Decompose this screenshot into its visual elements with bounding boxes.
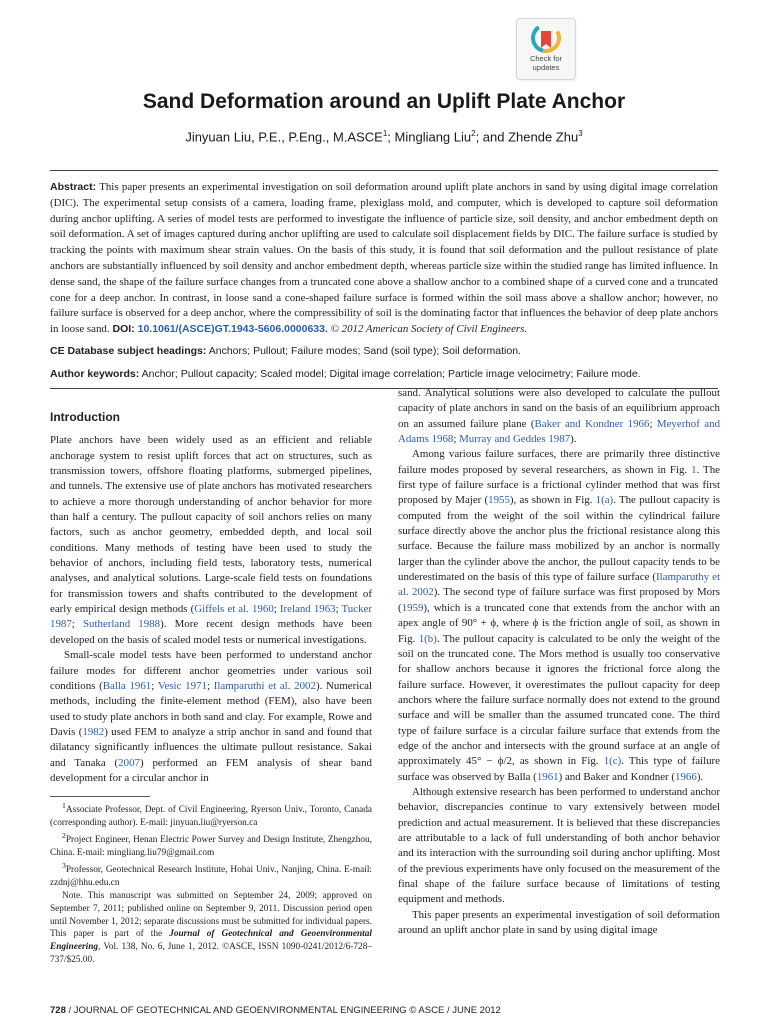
author-keywords: Author keywords: Anchor; Pullout capacity; Scaled model; Digital image correlation; Particle image velocimetry; Failure mode. (50, 368, 641, 380)
citation-link[interactable]: 1(a) (595, 494, 614, 507)
paragraph (398, 785, 720, 908)
body-text: ). (696, 770, 704, 783)
body-text: ). More recent design methods have been developed on the basis of scaled model tests or numerical investigations. (50, 618, 372, 646)
citation-link[interactable]: Giffels et al. 1960 (194, 603, 274, 616)
body-text: ; (206, 679, 214, 692)
footnote-rule (50, 796, 150, 797)
check-for-updates-icon (531, 23, 561, 55)
citation-link[interactable]: Ireland 1963 (279, 603, 336, 616)
body-text: ; (649, 417, 657, 430)
citation-link[interactable]: Vesic 1971 (157, 679, 207, 692)
running-footer: 728 / JOURNAL OF GEOTECHNICAL AND GEOENVIRONMENTAL ENGINEERING © ASCE / JUNE 2012 (50, 1005, 501, 1016)
body-text: Small-scale model tests have been performed to understand anchor failure modes for different anchor geometries under various soil conditions ( (50, 649, 372, 692)
body-text: ; (71, 618, 83, 631)
citation-link[interactable]: Sutherland 1988 (82, 618, 161, 631)
citation-link[interactable]: 2007 (118, 756, 140, 769)
badge-label: Check for updates (529, 54, 563, 72)
body-text: ) used FEM to analyze a strip anchor in sand and found that dilatancy significantly influences the ultimate pullout resistance. Sakai and Tanaka ( (50, 725, 372, 769)
check-for-updates-badge[interactable] (516, 18, 576, 80)
section-heading-introduction: Introduction (50, 410, 120, 424)
citation-link[interactable]: 1966 (675, 770, 697, 783)
paragraph (398, 908, 720, 939)
paragraph (398, 386, 720, 447)
author-line: Jinyuan Liu, P.E., P.Eng., M.ASCE$^1$; Mingliang Liu$^2$; and Zhende Zhu$^3$ (185, 129, 583, 145)
body-text: ; (151, 679, 158, 692)
citation-link[interactable]: 1959 (401, 601, 424, 614)
footnote: $^2$Project Engineer, Henan Electric Power Survey and Design Institute, Zhengzhou, China. E-mail: mingliang.liu79@gmail.com (50, 830, 372, 858)
footnote: $^1$Associate Professor, Dept. of Civil Engineering, Ryerson Univ., Toronto, Canada (corresponding author). E-mail: jinyuan.liu@ryerson.ca (50, 801, 372, 828)
body-text: Among various failure surfaces, there are primarily three distinctive failure modes proposed by several researchers, as shown in Fig. (398, 448, 720, 476)
body-text: . The first type of failure surface is a frictional cylinder method that was first proposed by Majer ( (398, 463, 720, 507)
body-text: . The pullout capacity is calculated to be only the weight of the soil on the truncated cone. The Mors method is usually too conservative for shallow anchors because it ignores the frictional force along the failure surface. However, it overestimates the pullout capacity for deep anchors where the failure surface normally does not extend to the ground surface and will be smaller than the assumed truncated cone. The third type of failure surface is a circular failure surface that extends from the edge of the anchor and intersects with the ground surface at an angle of approximately 45° − ϕ/2, as shown in Fig. (398, 632, 720, 768)
citation-link[interactable]: 1955 (488, 494, 510, 507)
citation-link[interactable]: 1961 (536, 770, 559, 783)
body-text: ; (453, 433, 460, 446)
body-text: This paper presents an experimental investigation of soil deformation around an uplift anchor plate in sand by using digital image (398, 908, 720, 937)
citation-link[interactable]: Ilamparuthi et al. 2002 (213, 679, 316, 692)
right-column (398, 386, 720, 938)
body-text: ; (335, 603, 342, 616)
body-text: sand. Analytical solutions were also developed to calculate the pullout capacity of plate anchors in sand on the basis of an equilibrium approach on an assumed failure plane ( (398, 387, 720, 430)
body-text: Although extensive research has been performed to understand anchor behavior, discrepancies continue to vary extensively between model prediction and actual measurement. It is believed that these discrepancies are attributable to a lack of full understanding of both anchor behavior and its interaction with the surrounding soil during anchor uplifting. Most of the previous experiments have only focused on the measurement of the final shape of the failure surface because of limitations of testing equipment and methods. (398, 785, 720, 906)
citation-link[interactable]: Balla 1961 (102, 679, 152, 692)
paper-title: Sand Deformation around an Uplift Plate Anchor (142, 90, 626, 113)
left-column (50, 410, 372, 786)
footnote: $^3$Professor, Geotechnical Research Institute, Hohai Univ., Nanjing, China. E-mail: zzdnj@hhu.edu.cn (50, 860, 372, 888)
doi-link[interactable]: 10.1061/(ASCE)GT.1943-5606.0000633. (134, 323, 328, 336)
citation-link[interactable]: Meyerhof and Adams 1968 (398, 417, 721, 446)
top-rule (50, 170, 718, 171)
body-text: ; (273, 603, 280, 616)
body-text: ). Numerical methods, including the finite-element method (FEM), also have been used to study plate anchors in both sand and clay. For example, Rowe and Davis ( (50, 679, 373, 738)
citation-link[interactable]: Baker and Kondner 1966 (534, 417, 650, 430)
body-text: . The pullout capacity is computed from the weight of the soil within the cylindrical failure surface directly above the anchor plus the frictional resistance along this surface. Because the failure mass mobilized by an anchor is normally larger than the cylinder above the anchor, the pullout capacity tends to be underestimated on the basis of this type of failure surface ( (398, 494, 720, 584)
body-text: ) performed an FEM analysis of shear band development for a circular anchor in (50, 756, 372, 784)
paragraph (398, 447, 720, 785)
citation-link[interactable]: 1(b) (418, 632, 437, 645)
body-text: ) and Baker and Kondner ( (558, 770, 676, 783)
page-number: 728 (50, 1005, 66, 1016)
citation-link[interactable]: Murray and Geddes 1987 (459, 433, 571, 446)
citation-link[interactable]: 1(c) (603, 755, 622, 768)
subject-headings: CE Database subject headings: Anchors; Pullout; Failure modes; Sand (soil type); Soil deformation. (50, 345, 521, 357)
abstract: Abstract: This paper presents an experimental investigation on soil deformation around uplift plate anchors in sand by using digital image correlation (DIC). The experimental setup consists of a camera, loading frame, plexiglass mold, and computer, which is developed to capture soil deformation during anchor uplifting. A series of model tests are performed to investigate the influence of particle size, soil density, and anchor embedment depth on soil deformation. A set of images captured during anchor uplifting are used to calculate soil displacement fields by DIC. The failure surface is studied by tracking the points with maximum shear strain values. On the basis of this study, it is found that soil deformation and the pullout resistance of plate anchors are substantially influenced by soil density and anchor embedment depth, whereas particle size within the studied range has limited influence. In dense sand, the shape of the failure surface changes from a truncated cone above a shallow anchor to a combined shape of a curved cone and a truncated cone for a deep anchor. In contrast, in loose sand a cone-shaped failure surface is formed within the soil mass above a shallow anchor; however, no failure surface is observed for a deep anchor, where the compressibility of soil is the dominating factor that influences the behavior of deep plate anchors in loose sand. DOI: 10.1061/(ASCE)GT.1943-5606.0000633. © 2012 American Society of Civil Engineers. (50, 181, 718, 336)
body-text: Plate anchors have been widely used as an efficient and reliable anchorage system to resist uplift forces that act on structures, such as transmission towers, offshore floating platforms, submerged pipelines, and tunnels. The extensive use of plate anchors has motivated researchers to achieve a more thorough understanding of anchor behavior for more than half a century. The pullout capacity of soil anchors relies on many factors, such as anchor geometry, embedded depth, and local soil conditions. Many methods of testing have been used to study the behavior of anchors, including field tests, laboratory tests, numerical analyses, and analytical solutions. Large-scale field tests on foundations for transmission towers and shafts contributed to the development of early empirical design methods ( (50, 434, 372, 616)
footnotes (50, 800, 372, 967)
citation-link[interactable]: 1 (691, 463, 697, 476)
body-text: ), as shown in Fig. (509, 494, 596, 507)
body-text: . This type of failure surface was observed by Balla ( (398, 755, 720, 783)
paragraph (50, 648, 372, 786)
submission-note: Note. This manuscript was submitted on September 24, 2009; approved on September 7, 2011; published online on September 9, 2011. Discussion period open until November 1, 2012; separate discussions must be submitted for individual papers. This paper is part of the Journal of Geotechnical and Geoenvironmental Engineering, Vol. 138, No. 6, June 1, 2012. ©ASCE, ISSN 1090-0241/2012/6-728–737/$25.00. (50, 890, 372, 966)
citation-link[interactable]: Tucker 1987 (50, 603, 372, 631)
body-text: ), which is a truncated cone that extends from the anchor with an apex angle of 90° + ϕ, where ϕ is the friction angle of soil, as shown in Fig. (398, 601, 720, 645)
body-text: ). (570, 433, 577, 446)
citation-link[interactable]: 1982 (82, 725, 105, 738)
body-text: ). The second type of failure surface was first proposed by Mors ( (398, 586, 720, 614)
citation-link[interactable]: Ilamparuthy et al. 2002 (398, 571, 720, 599)
paragraph (50, 433, 372, 648)
